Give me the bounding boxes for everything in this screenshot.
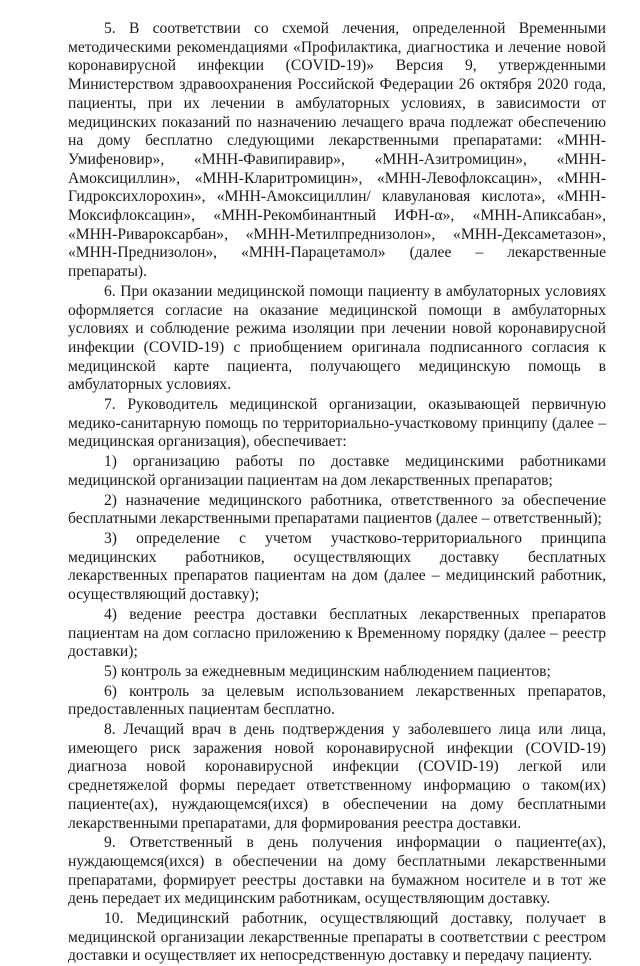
list-item-7-2: 2) назначение медицинского работника, ответственного за обеспечение бесплатными лекарственными препаратами пациентов (далее – ответственный); [68, 491, 606, 528]
paragraph-8: 8. Лечащий врач в день подтверждения у заболевшего лица или лица, имеющего риск заражения новой коронавирусной инфекции (COVID-19) диагноза новой коронавирусной инфекции (COVID-19) легкой или среднетяжелой формы передает ответственному информацию о таком(их) пациенте(ах), нуждающемся(ихся) в обеспечении на дому бесплатными лекарственными препаратами, для формирования реестра доставки. [68, 721, 606, 832]
document-page [68, 20, 606, 966]
list-item-7-1: 1) организацию работы по доставке медицинскими работниками медицинской организации пациентам на дом лекарственных препаратов; [68, 453, 606, 489]
list-item-7-5: 5) контроль за ежедневным медицинским наблюдением пациентов; [104, 662, 551, 680]
paragraph-6: 6. При оказании медицинской помощи пациенту в амбулаторных условиях оформляется согласие на оказание медицинской помощи в амбулаторных условиях и соблюдение режима изоляции при лечении новой коронавирусной инфекции (COVID-19) с приобщением оригинала подписанного согласия к медицинской карте пациента, получающего медицинскую помощь в амбулаторных условиях. [68, 282, 606, 394]
paragraph-10: 10. Медицинский работник, осуществляющий доставку, получает в медицинской организации лекарственные препараты в соответствии с реестром доставки и осуществляет их непосредственную доставку и передачу пациенту. [68, 910, 606, 965]
list-item-7-3: 3) определение с учетом участково-территориального принципа медицинских работников, осуществляющих доставку бесплатных лекарственных препаратов пациентам на дом (далее – медицинский работник, осуществляющий доставку); [68, 529, 606, 604]
paragraph-9: 9. Ответственный в день получения информации о пациенте(ах), нуждающемся(ихся) в обеспечении на дому бесплатными лекарственными препаратами, формирует реестры доставки на бумажном носителе и в тот же день передает их медицинским работникам, осуществляющим доставку. [68, 834, 606, 908]
paragraph-7: 7. Руководитель медицинской организации, оказывающей первичную медико-санитарную помощь по территориально-участковому принципу (далее – медицинская организация), обеспечивает: [68, 396, 606, 451]
list-item-7-6: 6) контроль за целевым использованием лекарственных препаратов, предоставленных пациентам бесплатно. [68, 682, 606, 719]
paragraph-5: 5. В соответствии со схемой лечения, определенной Временными методическими рекомендациями «Профилактика, диагностика и лечение новой коронавирусной инфекции (COVID-19)» Версия 9, утвержденными Министерством здравоохранения Российской Федерации 26 октября 2020 года, пациенты, при их лечении в амбулаторных условиях, в зависимости от медицинских показаний по назначению лечащего врача подлежат обеспечению на дому бесплатно следующими лекарственными препаратами: «МНН-Умифеновир», «МНН-Фавипиравир», «МНН-Азитромицин», «МНН-Амоксициллин», «МНН-Кларитромицин», «МНН-Левофлоксацин», «МНН-Гидроксихлорохин», «МНН-Амоксициллин/ клавулановая кислота», «МНН-Моксифлоксацин», «МНН-Рекомбинантный ИФН-α», «МНН-Апиксабан», «МНН-Ривароксарбан», «МНН-Метилпреднизолон», «МНН-Дексаметазон», «МНН-Преднизолон», «МНН-Парацетамол» (далее – лекарственные препараты). [68, 20, 606, 281]
list-item-7-4: 4) ведение реестра доставки бесплатных лекарственных препаратов пациентам на дом согласно приложению к Временному порядку (далее – реестр доставки); [68, 605, 606, 661]
